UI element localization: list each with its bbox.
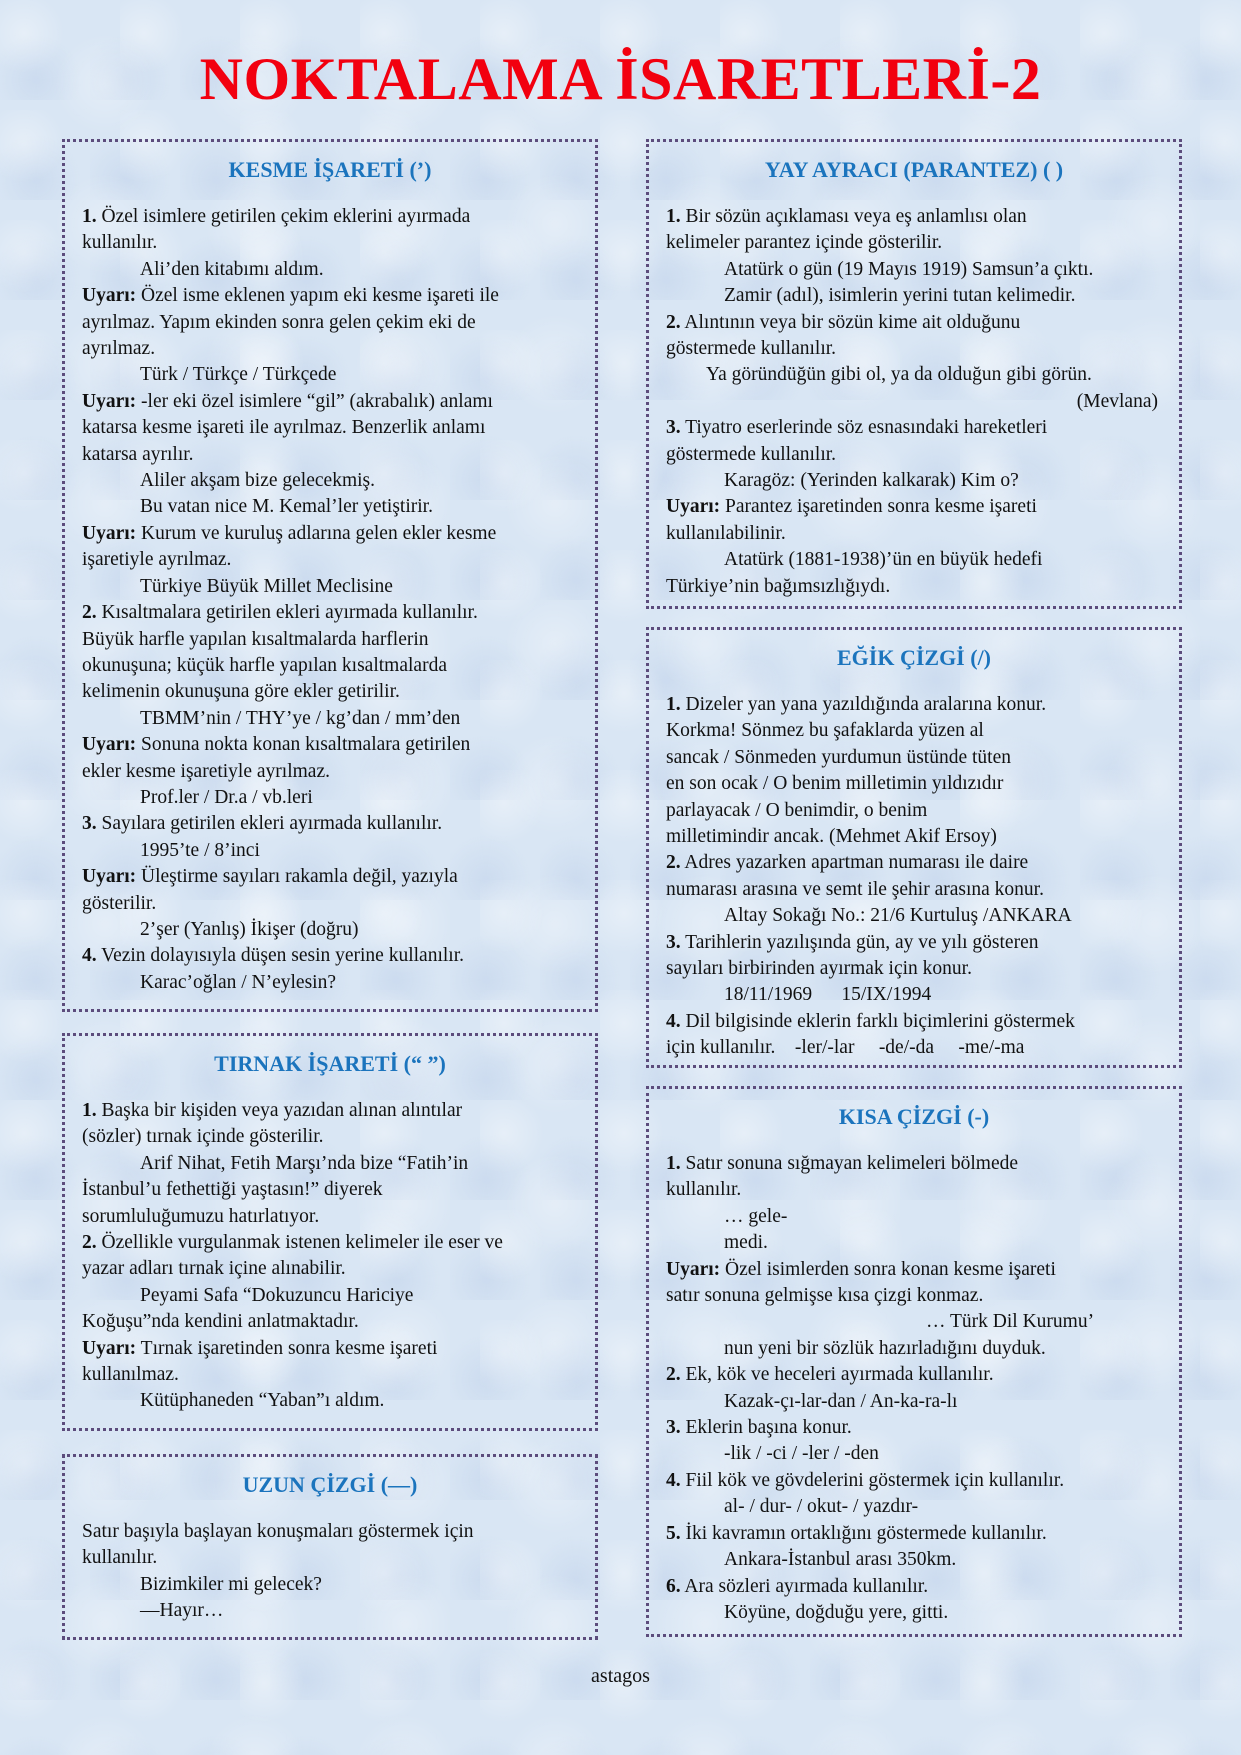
page-title: NOKTALAMA İSARETLERİ-2 xyxy=(199,46,1042,112)
example-line: Karagöz: (Yerinden kalkarak) Kim o? xyxy=(724,470,1019,492)
example-line: Arif Nihat, Fetih Marşı’nda bize “Fatih’in xyxy=(140,1152,469,1174)
text-line: kelimeler parantez içinde gösterilir. xyxy=(666,232,943,254)
text-line: ayrılmaz. xyxy=(82,338,156,360)
footer-credit: astagos xyxy=(591,1665,650,1687)
text-line: kullanılır. xyxy=(82,1547,158,1569)
example-line: -lik / -ci / -ler / -den xyxy=(724,1443,879,1465)
section-heading: KESME İŞARETİ (’) xyxy=(228,157,432,182)
example-line: … Türk Dil Kurumu’ xyxy=(926,1311,1095,1333)
example-line: Atatürk (1881-1938)’ün en büyük hedefi xyxy=(724,549,1043,571)
example-line: —Hayır… xyxy=(140,1600,224,1622)
text-line: Satır başıyla başlayan konuşmaları göstermek için xyxy=(82,1521,474,1542)
text-line: göstermede kullanılır. xyxy=(666,338,837,360)
text-line: yazar adları tırnak içine alınabilir. xyxy=(82,1258,346,1280)
example-line: Ali’den kitabımı aldım. xyxy=(140,258,324,280)
text-line: 4. Dil bilgisinde eklerin farklı biçimlerini göstermek xyxy=(666,1010,1075,1032)
example-line: milletimindir ancak. (Mehmet Akif Ersoy) xyxy=(666,826,997,848)
example-line: Koğuşu”nda kendini anlatmaktadır. xyxy=(82,1311,359,1333)
text-line: 3. Tarihlerin yazılışında gün, ay ve yılı gösteren xyxy=(666,931,1039,953)
text-line: Uyarı: Özel isme eklenen yapım eki kesme işareti ile xyxy=(82,285,499,307)
text-line: için kullanılır. -ler/-lar -de/-da -me/-ma xyxy=(666,1037,1025,1059)
text-line: 4. Fiil kök ve gövdelerini göstermek için kullanılır. xyxy=(666,1469,1065,1491)
text-line: Uyarı: Kurum ve kuruluş adlarına gelen ekler kesme xyxy=(82,522,497,544)
text-line: Uyarı: -ler eki özel isimlere “gil” (akrabalık) anlamı xyxy=(82,390,493,412)
example-line: Korkma! Sönmez bu şafaklarda yüzen al xyxy=(666,720,984,742)
text-line: kullanılır. xyxy=(666,1179,742,1201)
example-line: Bu vatan nice M. Kemal’ler yetiştirir. xyxy=(140,496,433,518)
example-line: Ankara-İstanbul arası 350km. xyxy=(724,1549,957,1571)
example-line: Türk / Türkçe / Türkçede xyxy=(140,364,337,386)
text-line: 1. Dizeler yan yana yazıldığında aralarına konur. xyxy=(666,694,1047,715)
text-line: 3. Sayılara getirilen ekleri ayırmada kullanılır. xyxy=(82,813,443,835)
text-line: Uyarı: Özel isimlerden sonra konan kesme işareti xyxy=(666,1258,1056,1280)
section-tirnak xyxy=(62,1033,598,1431)
example-line: Atatürk o gün (19 Mayıs 1919) Samsun’a çıktı. xyxy=(724,258,1094,280)
example-line: nun yeni bir sözlük hazırladığını duyduk. xyxy=(724,1337,1046,1359)
example-line: Aliler akşam bize gelecekmiş. xyxy=(140,470,375,492)
text-line: katarsa kesme işareti ile ayrılmaz. Benzerlik anlamı xyxy=(82,417,486,439)
example-line: 18/11/1969 15/IX/1994 xyxy=(724,984,932,1006)
text-line: 1. Özel isimlere getirilen çekim eklerini ayırmada xyxy=(82,206,471,227)
text-line: 2. Adres yazarken apartman numarası ile daire xyxy=(666,852,1029,874)
text-line: 2. Ek, kök ve heceleri ayırmada kullanılır. xyxy=(666,1364,994,1386)
text-line: katarsa ayrılır. xyxy=(82,443,194,465)
example-line: Ya göründüğün gibi ol, ya da olduğun gibi görün. xyxy=(706,364,1092,386)
example-line: Altay Sokağı No.: 21/6 Kurtuluş /ANKARA xyxy=(724,905,1072,927)
text-line: ayrılmaz. Yapım ekinden sonra gelen çekim eki de xyxy=(82,311,476,333)
text-line: kelimenin okunuşuna göre ekler getirilir. xyxy=(82,681,400,703)
example-line: Zamir (adıl), isimlerin yerini tutan kelimedir. xyxy=(724,285,1076,307)
example-line: 2’şer (Yanlış) İkişer (doğru) xyxy=(140,918,359,940)
text-line: kullanılır. xyxy=(82,232,158,254)
example-line: Prof.ler / Dr.a / vb.leri xyxy=(140,786,313,808)
text-line: 3. Tiyatro eserlerinde söz esnasındaki hareketleri xyxy=(666,417,1048,439)
example-line: 1995’te / 8’inci xyxy=(140,839,260,861)
section-heading: TIRNAK İŞARETİ (“ ”) xyxy=(214,1051,446,1076)
text-line: 1. Başka bir kişiden veya yazıdan alınan alıntılar xyxy=(82,1100,463,1121)
example-line: TBMM’nin / THY’ye / kg’dan / mm’den xyxy=(140,707,461,729)
text-line: gösterilir. xyxy=(82,892,157,914)
example-line: Bizimkiler mi gelecek? xyxy=(140,1573,322,1595)
example-line: Köyüne, doğduğu yere, gitti. xyxy=(724,1601,949,1623)
section-heading: KISA ÇİZGİ (-) xyxy=(838,1104,990,1129)
example-line: Kütüphaneden “Yaban”ı aldım. xyxy=(140,1390,385,1412)
text-line: 2. Özellikle vurgulanmak istenen kelimeler ile eser ve xyxy=(82,1232,503,1254)
example-line: Türkiye’nin bağımsızlığıydı. xyxy=(666,575,891,597)
section-kisa xyxy=(646,1086,1182,1637)
text-line: ekler kesme işaretiyle ayrılmaz. xyxy=(82,760,330,782)
text-line: okunuşuna; küçük harfle yapılan kısaltmalarda xyxy=(82,654,447,676)
example-line: … gele- xyxy=(724,1205,788,1227)
section-heading: EĞİK ÇİZGİ (/) xyxy=(836,645,992,670)
text-line: Uyarı: Sonuna nokta konan kısaltmalara getirilen xyxy=(82,734,471,756)
example-line: İstanbul’u fethettiği yaştasın!” diyerek xyxy=(82,1179,383,1201)
text-line: 2. Alıntının veya bir sözün kime ait olduğunu xyxy=(666,311,1021,333)
text-line: numarası arasına ve semt ile şehir arasına konur. xyxy=(666,878,1044,900)
example-line: Peyami Safa “Dokuzuncu Hariciye xyxy=(140,1284,414,1306)
text-line: Büyük harfle yapılan kısaltmalarda harflerin xyxy=(82,628,429,650)
text-line: 4. Vezin dolayısıyla düşen sesin yerine kullanılır. xyxy=(82,945,464,967)
text-line: 1. Bir sözün açıklaması veya eş anlamlısı olan xyxy=(666,206,1027,227)
section-egik xyxy=(646,627,1182,1068)
text-line: 3. Eklerin başına konur. xyxy=(666,1417,852,1439)
text-line: kullanılmaz. xyxy=(82,1364,179,1386)
example-line: (Mevlana) xyxy=(1076,390,1158,412)
text-line: Uyarı: Üleştirme sayıları rakamla değil, yazıyla xyxy=(82,866,458,888)
text-line: 2. Kısaltmalara getirilen ekleri ayırmada kullanılır. xyxy=(82,602,478,624)
example-line: Kazak-çı-lar-dan / An-ka-ra-lı xyxy=(724,1390,958,1412)
text-line: sayıları birbirinden ayırmak için konur. xyxy=(666,958,972,980)
example-line: sorumluluğumuzu hatırlatıyor. xyxy=(82,1205,320,1227)
example-line: parlayacak / O benimdir, o benim xyxy=(666,799,928,821)
section-uzun xyxy=(62,1454,598,1640)
example-line: Karac’oğlan / N’eylesin? xyxy=(140,971,336,993)
text-line: 6. Ara sözleri ayırmada kullanılır. xyxy=(666,1575,929,1597)
text-line: 5. İki kavramın ortaklığını göstermede kullanılır. xyxy=(666,1522,1047,1544)
example-line: al- / dur- / okut- / yazdır- xyxy=(724,1496,919,1518)
text-line: göstermede kullanılır. xyxy=(666,443,837,465)
example-line: medi. xyxy=(724,1232,768,1254)
text-line: satır sonuna gelmişse kısa çizgi konmaz. xyxy=(666,1285,984,1307)
text-line: (sözler) tırnak içinde gösterilir. xyxy=(82,1126,324,1148)
section-heading: YAY AYRACI (PARANTEZ) ( ) xyxy=(764,157,1064,182)
section-yay xyxy=(646,139,1182,609)
text-line: kullanılabilinir. xyxy=(666,522,786,544)
text-line: 1. Satır sonuna sığmayan kelimeleri bölmede xyxy=(666,1153,1018,1174)
section-heading: UZUN ÇİZGİ (—) xyxy=(242,1472,418,1497)
example-line: en son ocak / O benim milletimin yıldızıdır xyxy=(666,773,1004,795)
example-line: sancak / Sönmeden yurdumun üstünde tüten xyxy=(666,746,1011,768)
text-line: Uyarı: Tırnak işaretinden sonra kesme işareti xyxy=(82,1337,438,1359)
example-line: Türkiye Büyük Millet Meclisine xyxy=(140,575,393,597)
text-line: işaretiyle ayrılmaz. xyxy=(82,549,232,571)
text-line: Uyarı: Parantez işaretinden sonra kesme işareti xyxy=(666,496,1037,518)
section-kesme xyxy=(62,139,598,1012)
